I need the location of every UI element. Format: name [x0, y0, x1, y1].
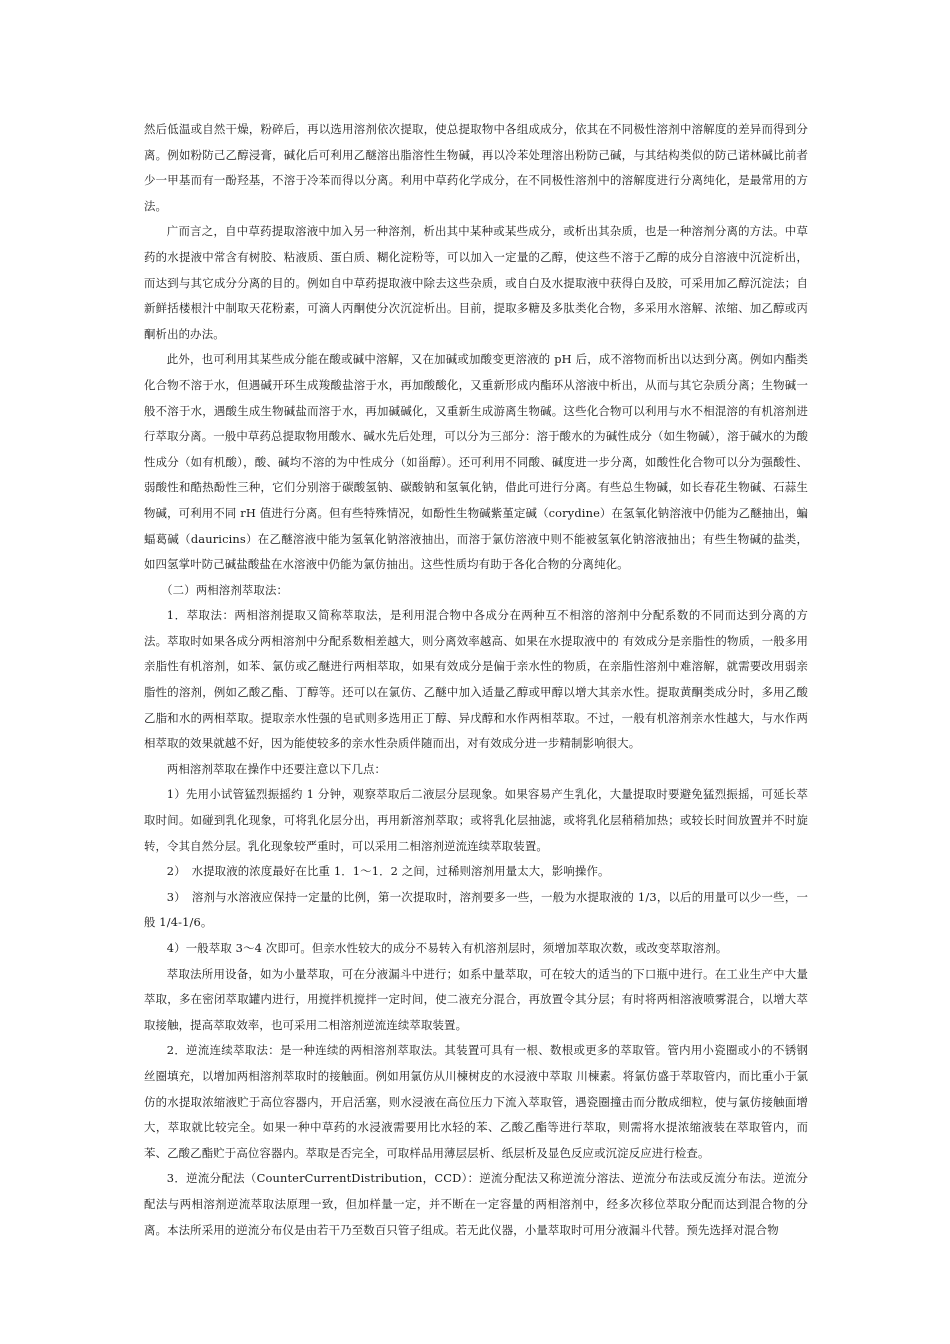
list-item-4: 4）一般萃取 3～4 次即可。但亲水性较大的成分不易转入有机溶剂层时，须增加萃取次数，或改变萃取溶剂。: [166, 941, 728, 955]
list-item-2: 2） 水提取液的浓度最好在比重 1．1～1．2 之间，过稀则溶剂用量太大，影响操作。: [166, 864, 610, 879]
paragraph-2: 广而言之，自中草药提取溶液中加入另一种溶剂，析出其中某种或某些成分，或析出其杂质，也是一种溶剂分离的方法。中草药的水提液中常含有树胶、粘液质、蛋白质、糊化淀粉等，可以加入一定量的乙醇，使这些不溶于乙醇的成分自溶液中沉淀析出，而达到与其它成分分离的目的。例如自中草药提取液中除去这些杂质，或自白及水提取液中获得白及胶，可采用加乙醇沉淀法；自新鲜括楼根汁中制取天花粉素，可滴人丙酮使分次沉淀析出。目前，提取多糖及多肽类化合物，多采用水溶解、浓缩、加乙醇或丙酮析出的办法。: [144, 224, 808, 341]
paragraph-1: 然后低温或自然干燥，粉碎后，再以选用溶剂依次提取，使总提取物中各组成成分，依其在不同极性溶剂中溶解度的差异而得到分离。例如粉防己乙醇浸膏，碱化后可利用乙醚溶出脂溶性生物碱，再以冷苯处理溶出粉防己碱，与其结构类似的防己诺林碱比前者少一甲基而有一酚羟基，不溶于冷苯而得以分离。利用中草药化学成分，在不同极性溶剂中的溶解度进行分离纯化，是最常用的方法。: [144, 122, 808, 213]
paragraph-extraction-method: 1．萃取法：两相溶剂提取又简称萃取法，是利用混合物中各成分在两种互不相溶的溶剂中分配系数的不同而达到分离的方法。萃取时如果各成分两相溶剂中分配系数相差越大，则分离效率越高、如果在水提取液中的 有效成分是亲脂性的物质，一般多用亲脂性有机溶剂，如苯、氯仿或乙醚进行两相萃取，如果有效成分是偏于亲水性的物质，在亲脂性溶剂中难溶解，就需要改用弱亲脂性的溶剂，例如乙酸乙酯、丁醇等。还可以在氯仿、乙醚中加入适量乙醇或甲醇以增大其亲水性。提取黄酮类成分时，多用乙酸乙脂和水的两相萃取。提取亲水性强的皂甙则多选用正丁醇、异戊醇和水作两相萃取。不过，一般有机溶剂亲水性越大，与水作两相萃取的效果就越不好，因为能使较多的亲水性杂质伴随而出，对有效成分进一步精制影响很大。: [144, 608, 808, 751]
section-heading: （二）两相溶剂萃取法：: [161, 582, 289, 597]
paragraph-countercurrent-extraction: 2．逆流连续萃取法：是一种连续的两相溶剂萃取法。其装置可具有一根、数根或更多的萃取管。管内用小瓷圈或小的不锈钢丝圈填充，以增加两相溶剂萃取时的接触面。例如用氯仿从川楝树皮的水浸液中萃取 川楝素。将氯仿盛于萃取管内，而比重小于氯仿的水提取浓缩液贮于高位容器内，开启活塞，则水浸液在高位压力下流入萃取管，遇瓷圈撞击而分散成细粒，使与氯仿接触面增大，萃取就比较完全。如果一种中草药的水浸液需要用比水轻的苯、乙酸乙酯等进行萃取，则需将水提浓缩液装在萃取管内，而苯、乙酸乙酯贮于高位容器内。萃取是否完全，可取样品用薄层层析、纸层析及显色反应或沉淀反应进行检查。: [144, 1043, 808, 1160]
list-item-1: 1）先用小试管猛烈振摇约 1 分钟，观察萃取后二液层分层现象。如果容易产生乳化，大量提取时要避免猛烈振摇，可延长萃取时间。如碰到乳化现象，可将乳化层分出，再用新溶剂萃取；或将乳化层抽滤，或将乳化层稍稍加热；或较长时间放置并不时旋转，令其自然分层。乳化现象较严重时，可以采用二相溶剂逆流连续萃取装置。: [144, 787, 808, 853]
paragraph-notes-intro: 两相溶剂萃取在操作中还要注意以下几点：: [166, 761, 387, 776]
paragraph-equipment: 萃取法所用设备，如为小量萃取，可在分液漏斗中进行；如系中量萃取，可在较大的适当的下口瓶中进行。在工业生产中大量萃取，多在密闭萃取罐内进行，用搅拌机搅拌一定时间，使二液充分混合，再放置令其分层；有时将两相溶液喷雾混合，以增大萃取接触，提高萃取效率，也可采用二相溶剂逆流连续萃取装置。: [144, 966, 808, 1032]
list-item-3: 3） 溶剂与水溶液应保持一定量的比例，第一次提取时，溶剂要多一些，一般为水提取液的 1/3，以后的用量可以少一些，一般 1/4-1/6。: [144, 889, 808, 930]
paragraph-countercurrent-distribution: 3．逆流分配法（CounterCurrentDistribution，CCD）：逆流分配法又称逆流分溶法、逆流分布法或反流分布法。逆流分配法与两相溶剂逆流萃取法原理一致，但加样量一定，并不断在一定容量的两相溶剂中，经多次移位萃取分配而达到混合物的分离。本法所采用的逆流分布仪是由若干乃至数百只管子组成。若无此仪器，小量萃取时可用分液漏斗代替。预先选择对混合物: [144, 1171, 808, 1237]
document-body: [144, 117, 808, 1243]
paragraph-3: 此外，也可利用其某些成分能在酸或碱中溶解，又在加碱或加酸变更溶液的 pH 后，成不溶物而析出以达到分离。例如内酯类化合物不溶于水，但遇碱开环生成羧酸盐溶于水，再加酸酸化，又重新形成内酯环从溶液中析出，从而与其它杂质分离；生物碱一般不溶于水，遇酸生成生物碱盐而溶于水，再加碱碱化，又重新生成游离生物碱。这些化合物可以利用与水不相混溶的有机溶剂进行萃取分离。一般中草药总提取物用酸水、碱水先后处理，可以分为三部分：溶于酸水的为碱性成分（如生物碱），溶于碱水的为酸性成分（如有机酸），酸、碱均不溶的为中性成分（如甾醇）。还可利用不同酸、碱度进一步分离，如酸性化合物可以分为强酸性、弱酸性和酷热酚性三种，它们分别溶于碳酸氢钠、碳酸钠和氢氧化钠，借此可进行分离。有些总生物碱，如长春花生物碱、石蒜生物碱，可利用不同 rH 值进行分离。但有些特殊情况，如酚性生物碱紫堇定碱（corydine）在氢氧化钠溶液中仍能为乙醚抽出，蝙蝠葛碱（dauricins）在乙醚溶液中能为氢氧化钠溶液抽出，而溶于氯仿溶液中则不能被氢氧化钠溶液抽出；有些生物碱的盐类，如四氢掌叶防己碱盐酸盐在水溶液中仍能为氯仿抽出。这些性质均有助于各化合物的分离纯化。: [144, 352, 808, 572]
